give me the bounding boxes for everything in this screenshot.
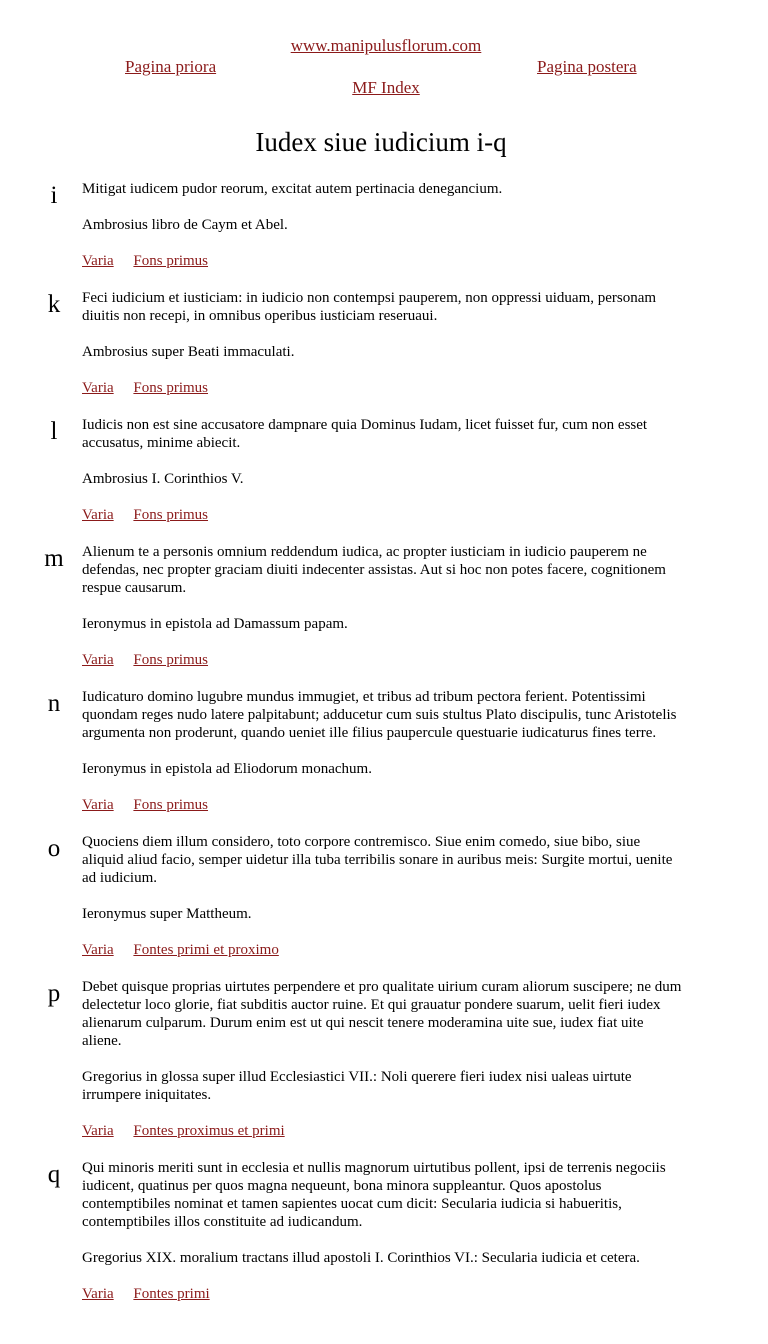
entry-links [82, 1285, 682, 1303]
entry-source: Ambrosius super Beati immaculati. [82, 344, 295, 360]
entry-letter: n [47, 690, 61, 717]
entry-text: Mitigat iudicem pudor reorum, excitat autem pertinacia denegancium. [82, 181, 503, 197]
entry-text: Feci iudicium et iusticiam: in iudicio non contempsi pauperem, non oppressi uiduam, personam diuitis non recepi, in omnibus operibus iusticiam reseruaui. [82, 290, 657, 324]
entry-links [82, 941, 682, 959]
site-link[interactable]: www.manipulusflorum.com [290, 36, 482, 55]
entry-letter: k [47, 291, 61, 318]
entry-k [0, 289, 682, 397]
entry-m [0, 543, 682, 669]
entry-o [0, 833, 682, 959]
fons-link[interactable]: Fons primus [133, 797, 209, 813]
varia-link[interactable]: Varia [82, 797, 114, 813]
entry-text: Iudicaturo domino lugubre mundus immugiet, et tribus ad tribum pectora ferient. Potentissimi quondam reges nudo latere palpitabunt; adducetur cum suis stultus Plato discipulis, tunc Aristotelis argumenta non proderunt, quando ueniet ille filius paupercule questuarie iudicaturus fines terre. [82, 689, 677, 741]
entry-links [82, 796, 682, 814]
entry-i [0, 180, 682, 270]
entry-links [82, 651, 682, 669]
next-page-link[interactable]: Pagina postera [537, 57, 637, 76]
entry-letter: o [47, 835, 61, 862]
entry-l [0, 416, 682, 524]
entry-source: Ambrosius I. Corinthios V. [82, 471, 244, 487]
entry-text: Alienum te a personis omnium reddendum iudica, ac propter iusticiam in iudicio pauperem ne defendas, nec propter graciam diuiti indecenter assistas. Aut si hoc non potes facere, cognitionem respue causarum. [82, 544, 666, 596]
entry-letter: l [50, 418, 58, 445]
entry-text: Quociens diem illum considero, toto corpore contremisco. Siue enim comedo, siue bibo, siue aliquid aliud facio, semper uidetur illa tuba terribilis sonare in auribus meis: Surgite mortui, uenite ad iudicium. [82, 834, 673, 886]
fons-link[interactable]: Fons primus [133, 253, 209, 269]
fons-link[interactable]: Fontes primi [133, 1286, 210, 1302]
entry-q [0, 1159, 682, 1303]
entry-letter: i [50, 182, 58, 209]
varia-link[interactable]: Varia [82, 380, 114, 396]
entry-source: Ieronymus in epistola ad Damassum papam. [82, 616, 348, 632]
fons-link[interactable]: Fontes primi et proximo [133, 942, 279, 958]
fons-link[interactable]: Fons primus [133, 507, 209, 523]
entry-list [0, 180, 768, 1322]
entry-source: Ieronymus in epistola ad Eliodorum monachum. [82, 761, 372, 777]
varia-link[interactable]: Varia [82, 942, 114, 958]
entry-letter: p [47, 980, 61, 1007]
entry-links [82, 1122, 682, 1140]
fons-link[interactable]: Fons primus [133, 652, 209, 668]
varia-link[interactable]: Varia [82, 1123, 114, 1139]
fons-link[interactable]: Fons primus [133, 380, 209, 396]
varia-link[interactable]: Varia [82, 1286, 114, 1302]
entry-links [82, 506, 682, 524]
page-title: Iudex siue iudicium i-q [255, 127, 507, 157]
entry-source: Ieronymus super Mattheum. [82, 906, 252, 922]
mf-index-link[interactable]: MF Index [352, 78, 420, 97]
entry-n [0, 688, 682, 814]
entry-letter: m [44, 545, 64, 572]
entry-text: Iudicis non est sine accusatore dampnare quia Dominus Iudam, licet fuisset fur, cum non esset accusatus, minime abiecit. [82, 417, 648, 451]
entry-text: Debet quisque proprias uirtutes perpendere et pro qualitate uirium curam aliorum suscipere; ne dum delectetur loco glorie, fiat subditis auctor ruine. Et qui grauatur pondere suarum, uelit fieri iudex alienarum culparum. Durum enim est ut qui nescit tenere moderamina uite sue, iudex fiat uite aliene. [82, 979, 682, 1049]
entry-source: Gregorius in glossa super illud Ecclesiastici VII.: Noli querere fieri iudex nisi ualeas uirtute irrumpere iniquitates. [82, 1069, 632, 1103]
entry-text: Qui minoris meriti sunt in ecclesia et nullis magnorum uirtutibus pollent, ipsi de terrenis negociis iudicent, quatinus per quos magna nequeunt, bona minora suppleantur. Quos apostolus contemptibiles nominat et tamen sapientes uocat cum dicit: Secularia iudicia si habueritis, contemptibiles illos constituite ad iudicandum. [82, 1160, 666, 1230]
varia-link[interactable]: Varia [82, 253, 114, 269]
varia-link[interactable]: Varia [82, 652, 114, 668]
entry-links [82, 252, 682, 270]
fons-link[interactable]: Fontes proximus et primi [133, 1123, 285, 1139]
entry-source: Gregorius XIX. moralium tractans illud apostoli I. Corinthios VI.: Secularia iudicia et cetera. [82, 1250, 640, 1266]
entry-links [82, 379, 682, 397]
prev-page-link[interactable]: Pagina priora [125, 57, 217, 76]
varia-link[interactable]: Varia [82, 507, 114, 523]
entry-source: Ambrosius libro de Caym et Abel. [82, 217, 288, 233]
entry-p [0, 978, 682, 1140]
entry-letter: q [47, 1161, 61, 1188]
